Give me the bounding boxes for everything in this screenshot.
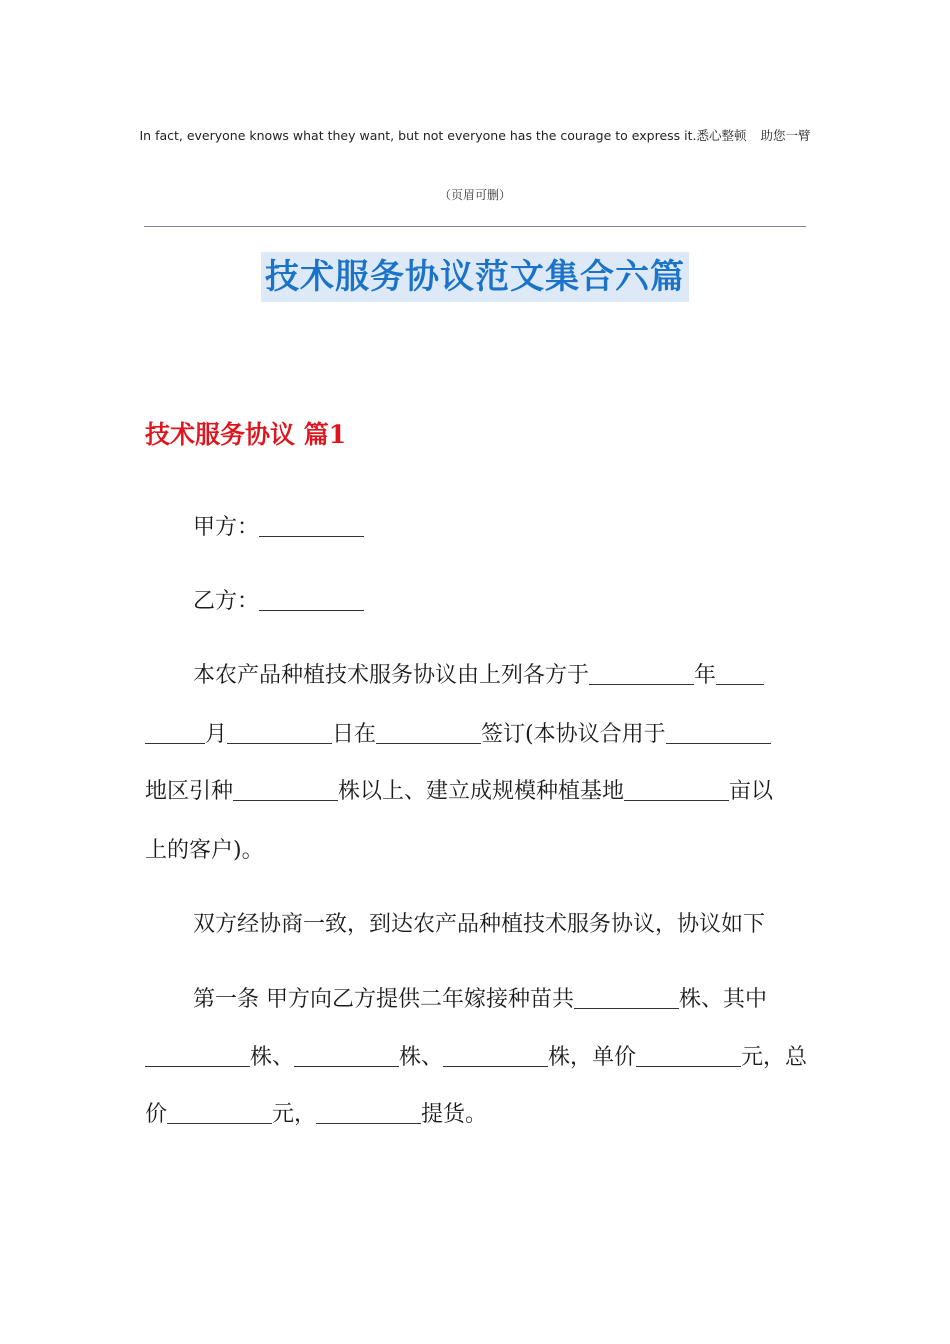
header-quote-cn-1: 悉心整顿 — [696, 128, 747, 143]
unit-price-blank[interactable] — [636, 1044, 741, 1067]
location-blank[interactable] — [376, 721, 481, 744]
p1-text-4: 日在 — [332, 722, 377, 747]
paragraph-1-line-1 — [145, 646, 807, 705]
p3-text-5: 株，单价 — [548, 1045, 637, 1070]
pickup-blank[interactable] — [316, 1101, 421, 1124]
document-title-text: 技术服务协议范文集合六篇 — [261, 252, 689, 302]
month-blank-part-2[interactable] — [145, 721, 205, 744]
document-title — [0, 252, 950, 302]
party-a-blank[interactable] — [259, 514, 364, 537]
paragraph-3-line-2 — [145, 1028, 807, 1087]
p3-text-2: 株、其中 — [679, 987, 768, 1012]
party-b-blank[interactable] — [259, 588, 364, 611]
plant-count-blank[interactable] — [233, 778, 338, 801]
p1-text-9: 上的客户)。 — [145, 838, 264, 863]
p3-text-4: 株、 — [399, 1045, 444, 1070]
paragraph-3-line-1 — [145, 970, 807, 1029]
paragraph-1-line-4 — [145, 821, 807, 880]
total-price-blank[interactable] — [167, 1101, 272, 1124]
paragraph-1-line-3 — [145, 762, 807, 821]
party-b-line — [145, 572, 807, 631]
p1-text-8: 亩以 — [729, 779, 774, 804]
p3-text-7: 价 — [145, 1102, 168, 1127]
header-note: （页眉可删） — [438, 188, 511, 202]
p1-text-5: 签订(本协议合用于 — [481, 722, 666, 747]
header-quote-cn-2: 助您一臂 — [760, 128, 811, 143]
p3-text-3: 株、 — [250, 1045, 295, 1070]
month-blank-part-1[interactable] — [716, 662, 764, 685]
party-b-label: 乙方： — [193, 589, 260, 614]
p1-text-3: 月 — [205, 722, 228, 747]
seedling-type-3-blank[interactable] — [443, 1044, 548, 1067]
p3-text-6: 元，总 — [741, 1045, 808, 1070]
p3-text-8: 元， — [272, 1102, 317, 1127]
paragraph-1-line-2 — [145, 705, 807, 764]
section-heading: 技术服务协议 篇1 — [145, 420, 347, 449]
day-blank[interactable] — [227, 721, 332, 744]
seedling-total-blank[interactable] — [574, 986, 679, 1009]
p1-text-6: 地区引种 — [145, 779, 234, 804]
seedling-type-1-blank[interactable] — [145, 1044, 250, 1067]
region-blank[interactable] — [666, 721, 771, 744]
p3-text-1: 第一条 甲方向乙方提供二年嫁接种苗共 — [193, 987, 574, 1012]
p1-text-7: 株以上、建立成规模种植基地 — [338, 779, 625, 804]
header-divider — [144, 226, 806, 227]
p2-text: 双方经协商一致，到达农产品种植技术服务协议，协议如下 — [193, 912, 766, 937]
year-blank[interactable] — [589, 662, 694, 685]
p1-text-2: 年 — [694, 663, 717, 688]
paragraph-3-line-3 — [145, 1085, 807, 1144]
header-quote-en: In fact, everyone knows what they want, but not everyone has the courage to express it. — [139, 128, 697, 143]
p1-text-1: 本农产品种植技术服务协议由上列各方于 — [193, 663, 590, 688]
party-a-line — [145, 498, 807, 557]
header-quote — [0, 126, 950, 144]
party-a-label: 甲方： — [193, 515, 260, 540]
area-blank[interactable] — [624, 778, 729, 801]
p3-text-9: 提货。 — [421, 1102, 488, 1127]
seedling-type-2-blank[interactable] — [294, 1044, 399, 1067]
paragraph-2 — [145, 895, 807, 954]
